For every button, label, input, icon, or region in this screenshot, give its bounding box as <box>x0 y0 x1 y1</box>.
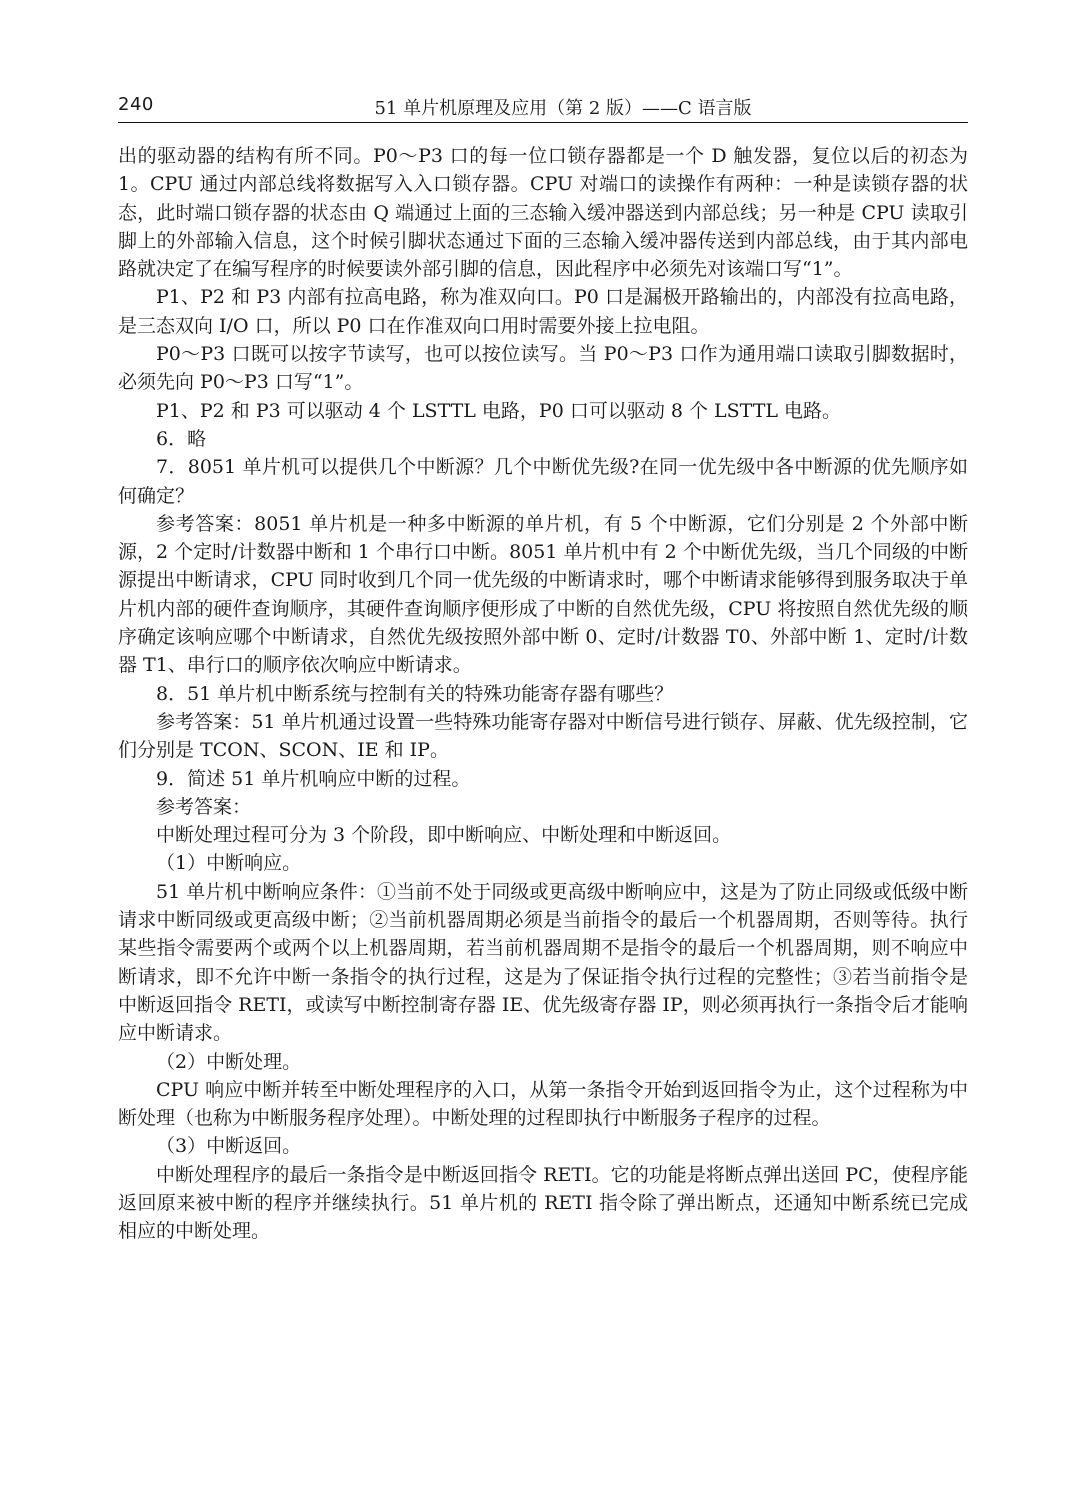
paragraph: 参考答案：8051 单片机是一种多中断源的单片机，有 5 个中断源，它们分别是 2 个外部中断源，2 个定时/计数器中断和 1 个串行口中断。8051 单片机中有 2 个中断优先级，当几个同级的中断源提出中断请求，CPU 同时收到几个同一优先级的中断请求时，哪个中断请求能够得到服务取决于单片机内部的硬件查询顺序，其硬件查询顺序便形成了中断的自然优先级，CPU 将按照自然优先级的顺序确定该响应哪个中断请求，自然优先级按照外部中断 0、定时/计数器 T0、外部中断 1、定时/计数器 T1、串行口的顺序依次响应中断请求。 <box>118 512 968 677</box>
paragraph: CPU 响应中断并转至中断处理程序的入口，从第一条指令开始到返回指令为止，这个过程称为中断处理（也称为中断服务程序处理）。中断处理的过程即执行中断服务子程序的过程。 <box>118 1078 968 1130</box>
book-title: 51 单片机原理及应用（第 2 版）——C 语言版 <box>374 98 752 119</box>
running-header <box>118 92 968 123</box>
paragraph: 6．略 <box>156 427 207 450</box>
paragraph: 中断处理程序的最后一条指令是中断返回指令 RETI。它的功能是将断点弹出送回 PC，使程序能返回原来被中断的程序并继续执行。51 单片机的 RETI 指令除了弹出断点，还通知中断系统已完成相应的中断处理。 <box>118 1163 968 1243</box>
paragraph: 51 单片机中断响应条件：①当前不处于同级或更高级中断响应中，这是为了防止同级或低级中断请求中断同级或更高级中断；②当前机器周期必须是当前指令的最后一个机器周期，否则等待。执行某些指令需要两个或两个以上机器周期，若当前机器周期不是指令的最后一个机器周期，则不响应中断请求，即不允许中断一条指令的执行过程，这是为了保证指令执行过程的完整性；③若当前指令是中断返回指令 RETI，或读写中断控制寄存器 IE、优先级寄存器 IP，则必须再执行一条指令后才能响应中断请求。 <box>118 880 968 1045</box>
page-number: 240 <box>118 94 154 115</box>
paragraph: 参考答案：51 单片机通过设置一些特殊功能寄存器对中断信号进行锁存、屏蔽、优先级控制，它们分别是 TCON、SCON、IE 和 IP。 <box>118 710 968 762</box>
paragraph: （3）中断返回。 <box>156 1135 302 1158</box>
paragraph: 9．简述 51 单片机响应中断的过程。 <box>156 767 471 790</box>
paragraph: 参考答案： <box>156 795 252 818</box>
paragraph: 8．51 单片机中断系统与控制有关的特殊功能寄存器有哪些？ <box>156 682 674 705</box>
paragraph: P1、P2 和 P3 内部有拉高电路，称为准双向口。P0 口是漏极开路输出的，内部没有拉高电路，是三态双向 I/O 口，所以 P0 口在作准双向口用时需要外接上拉电阻。 <box>118 286 968 337</box>
paragraph: P0～P3 口既可以按字节读写，也可以按位读写。当 P0～P3 口作为通用端口读取引脚数据时，必须先向 P0～P3 口写“1”。 <box>118 343 968 394</box>
paragraph: 出的驱动器的结构有所不同。P0～P3 口的每一位口锁存器都是一个 D 触发器，复位以后的初态为 1。CPU 通过内部总线将数据写入入口锁存器。CPU 对端口的读操作有两种：一种是读锁存器的状态，此时端口锁存器的状态由 Q 端通过上面的三态输入缓冲器送到内部总线；另一种是 CPU 读取引脚上的外部输入信息，这个时候引脚状态通过下面的三态输入缓冲器传送到内部总线，由于其内部电路就决定了在编写程序的时候要读外部引脚的信息，因此程序中必须先对该端口写“1”。 <box>118 145 968 281</box>
paragraph: 中断处理过程可分为 3 个阶段，即中断响应、中断处理和中断返回。 <box>156 824 732 847</box>
book-page <box>118 92 968 1246</box>
paragraph: （1）中断响应。 <box>156 852 302 875</box>
paragraph: 7．8051 单片机可以提供几个中断源？几个中断优先级?在同一优先级中各中断源的优先顺序如何确定？ <box>118 456 968 507</box>
body-text <box>118 142 968 1246</box>
paragraph: P1、P2 和 P3 可以驱动 4 个 LSTTL 电路，P0 口可以驱动 8 个 LSTTL 电路。 <box>156 399 842 422</box>
paragraph: （2）中断处理。 <box>156 1050 302 1073</box>
